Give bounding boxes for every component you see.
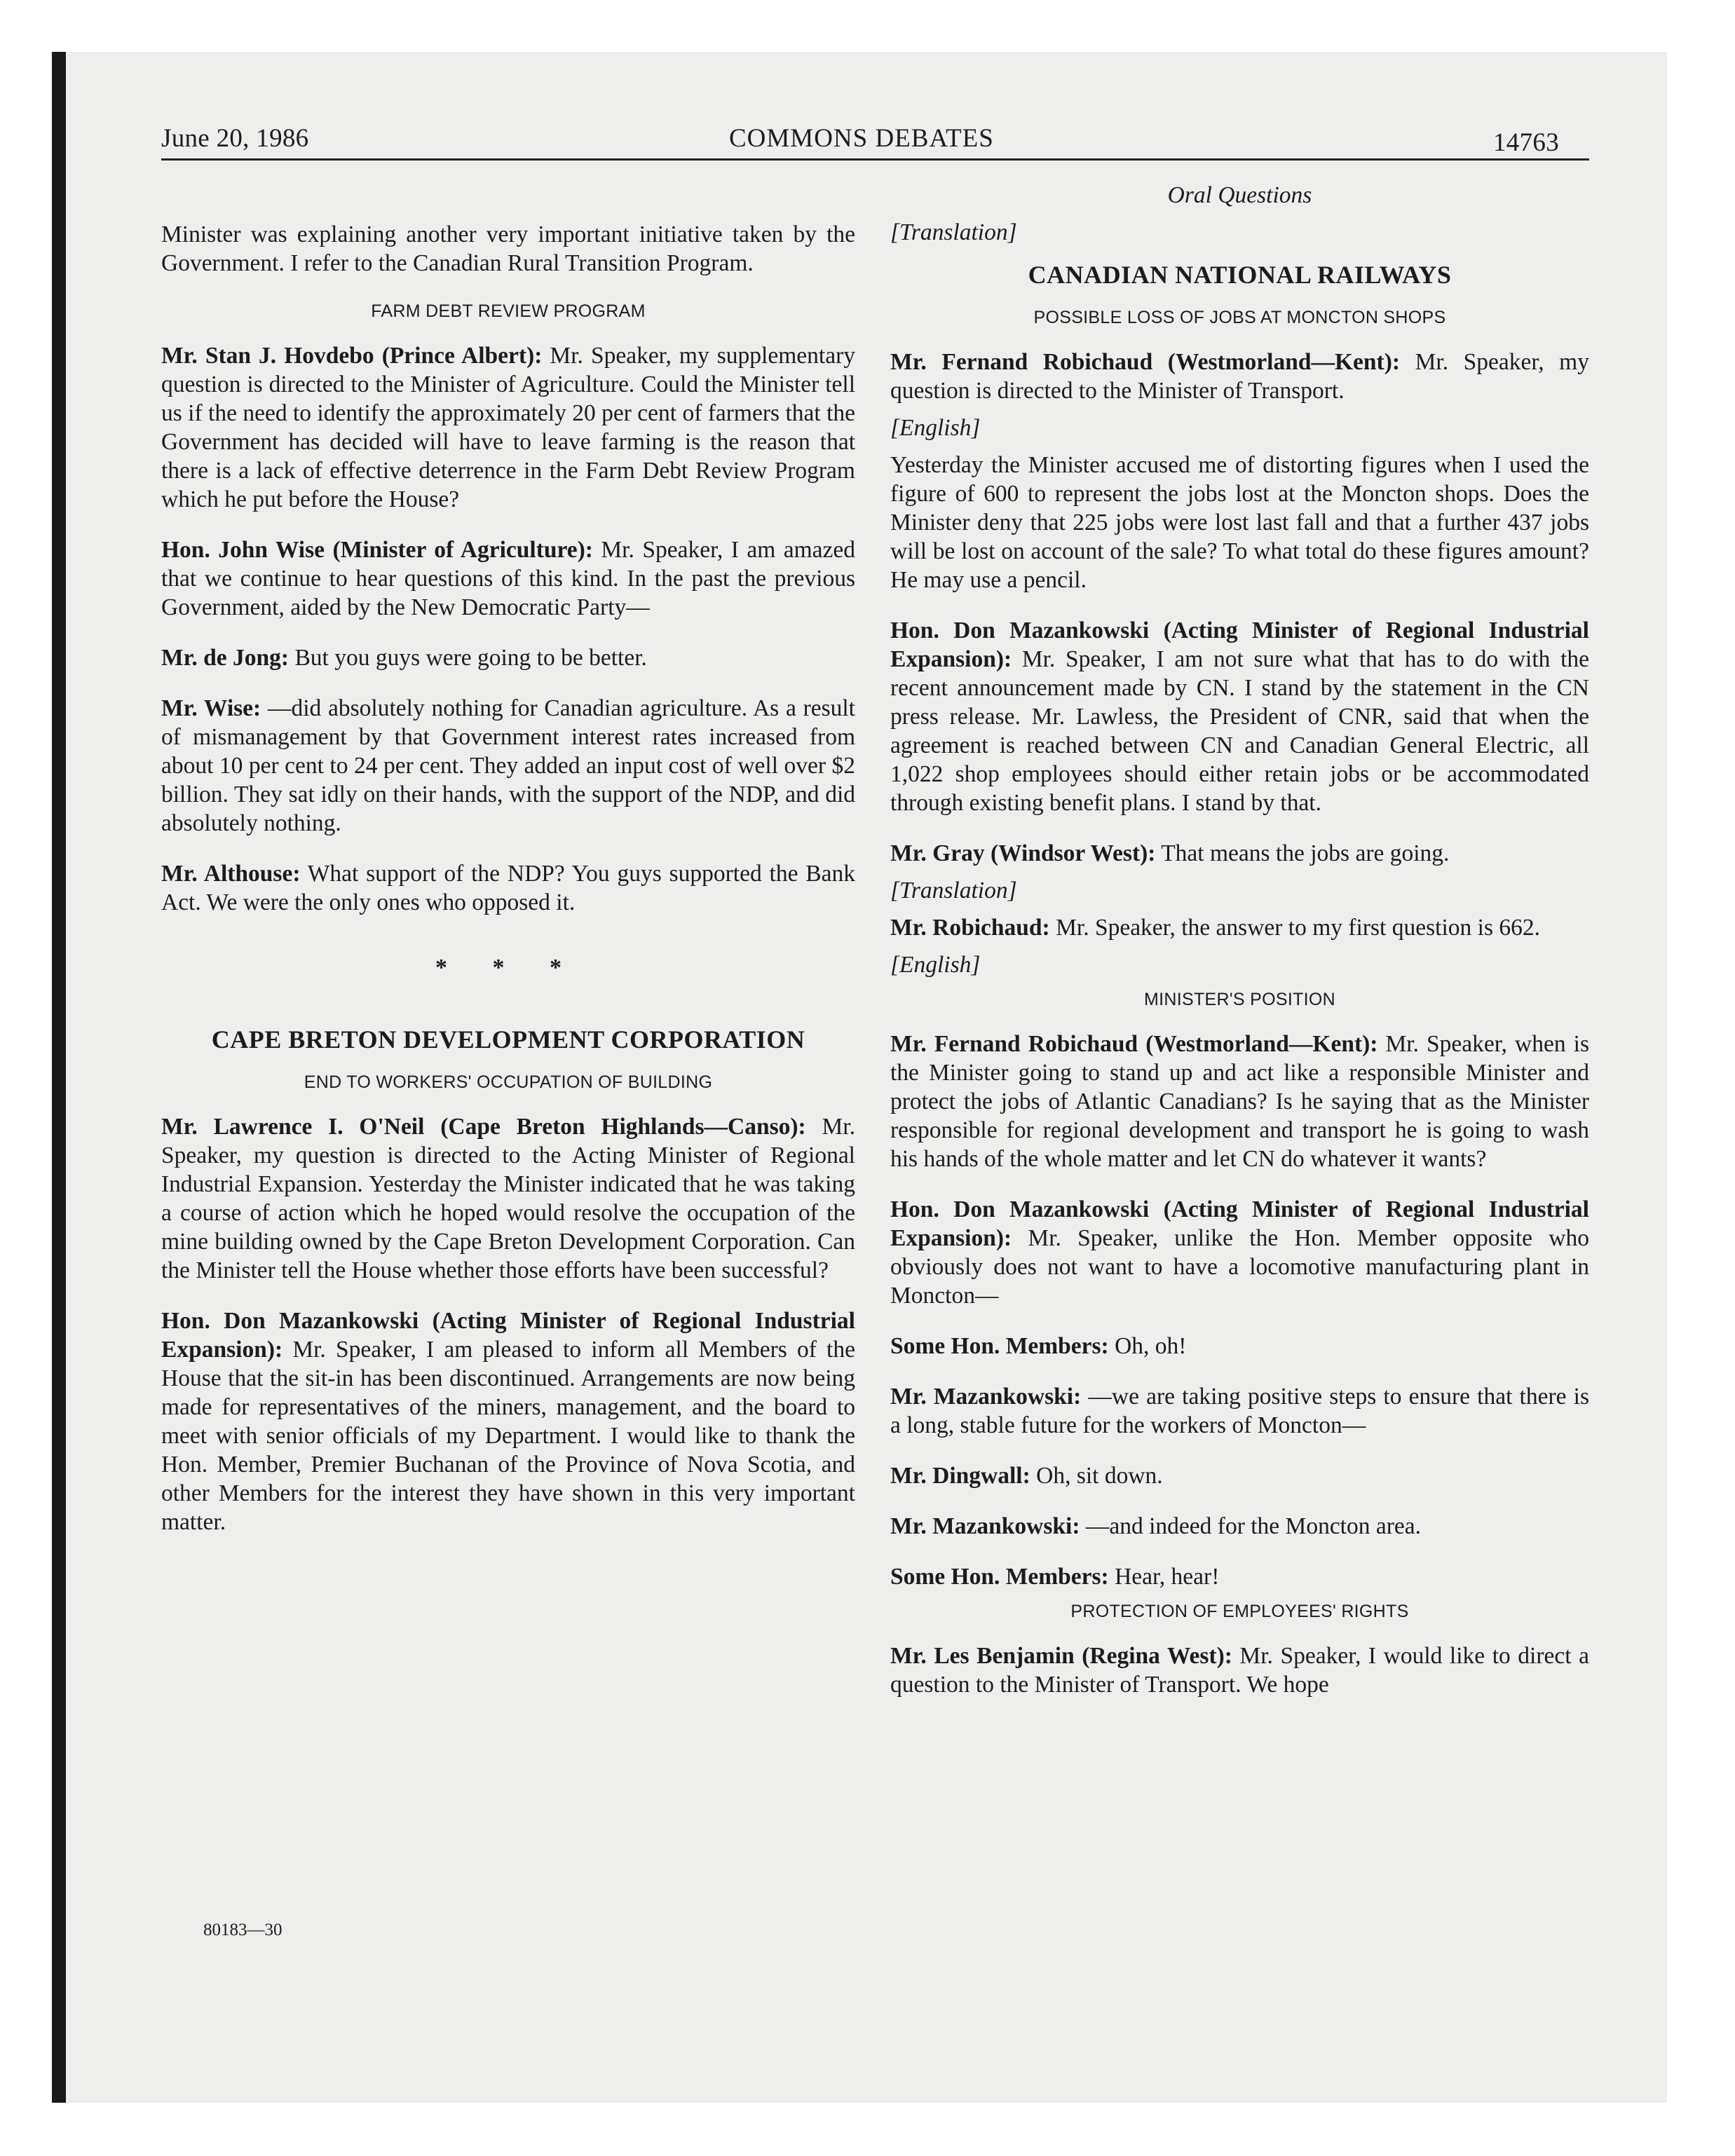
- subheading: FARM DEBT REVIEW PROGRAM: [371, 301, 646, 321]
- binding-edge: [52, 52, 66, 2103]
- print-code: 80183—30: [203, 1920, 283, 1939]
- speaker: Mr. Dingwall:: [890, 1463, 1030, 1489]
- right-column: [890, 181, 1589, 1721]
- paragraph: Mr. Les Benjamin (Regina West): Mr. Speaker, I would like to direct a question to the Minister of Transport. We hope: [890, 1643, 1589, 1698]
- speaker: Some Hon. Members:: [890, 1333, 1109, 1359]
- speaker: Hon. Don Mazankowski (Acting Minister of Regional Industrial Expansion):: [161, 1308, 855, 1363]
- speaker: Mr. Robichaud:: [890, 915, 1050, 941]
- speaker: Mr. Althouse:: [161, 861, 301, 887]
- paragraph: Hon. Don Mazankowski (Acting Minister of Regional Industrial Expansion): Mr. Speaker, I am pleased to inform all Members of the House that the sit-in has been discontinued. Arrangements are now being made for representatives of the miners, management, and the board to meet with senior officials of my Department. I would like to thank the Hon. Member, Premier Buchanan of the Province of Nova Scotia, and other Members for the interest they have shown in this very important matter.: [161, 1308, 855, 1535]
- header-date: June 20, 1986: [161, 124, 309, 153]
- paragraph: Mr. Robichaud: Mr. Speaker, the answer to my first question is 662.: [890, 915, 1540, 941]
- paragraph: Hon. Don Mazankowski (Acting Minister of Regional Industrial Expansion): Mr. Speaker, unlike the Hon. Member opposite who obviously does not want to have a locomotive manufacturing plant in Moncton—: [890, 1196, 1589, 1309]
- paragraph: Mr. de Jong: But you guys were going to be better.: [161, 645, 647, 671]
- speaker: Mr. Wise:: [161, 695, 261, 721]
- paragraph: Hon. John Wise (Minister of Agriculture): Mr. Speaker, I am amazed that we continue to hear questions of this kind. In the past the previous Government, aided by the New Democratic Party—: [161, 537, 855, 620]
- paragraph: Mr. Lawrence I. O'Neil (Cape Breton Highlands—Canso): Mr. Speaker, my question is directed to the Acting Minister of Regional Industrial Expansion. Yesterday the Minister indicated that he was taking a course of action which he hoped would resolve the occupation of the mine building owned by the Cape Breton Development Corporation. Can the Minister tell the House whether those efforts have been successful?: [161, 1114, 855, 1283]
- speaker: Mr. Les Benjamin (Regina West):: [890, 1643, 1232, 1669]
- paragraph: Mr. Mazankowski: —we are taking positive steps to ensure that there is a long, stable future for the workers of Moncton—: [890, 1384, 1589, 1438]
- paragraph: Some Hon. Members: Hear, hear!: [890, 1564, 1220, 1590]
- section-title: CAPE BRETON DEVELOPMENT CORPORATION: [211, 1025, 805, 1053]
- speaker: Mr. Fernand Robichaud (Westmorland—Kent):: [890, 1031, 1378, 1057]
- paragraph: Mr. Gray (Windsor West): That means the jobs are going.: [890, 840, 1450, 866]
- subheading: MINISTER'S POSITION: [1144, 990, 1335, 1009]
- section-separator: * * *: [435, 955, 581, 981]
- speaker: Hon. John Wise (Minister of Agriculture):: [161, 537, 593, 563]
- language-tag: [English]: [890, 415, 981, 441]
- paragraph: Mr. Mazankowski: —and indeed for the Moncton area.: [890, 1513, 1422, 1539]
- header-title: COMMONS DEBATES: [729, 124, 994, 153]
- speaker: Some Hon. Members:: [890, 1564, 1109, 1590]
- subheading: END TO WORKERS' OCCUPATION OF BUILDING: [304, 1072, 713, 1092]
- paragraph: Minister was explaining another very important initiative taken by the Government. I refer to the Canadian Rural Transition Program.: [161, 221, 855, 276]
- paragraph: Mr. Wise: —did absolutely nothing for Canadian agriculture. As a result of mismanagement by that Government interest rates increased from about 10 per cent to 24 per cent. They added an input cost of well over $2 billion. They sat idly on their hands, with the support of the NDP, and did absolutely nothing.: [161, 695, 855, 836]
- running-subhead: Oral Questions: [1167, 182, 1312, 208]
- paragraph: Mr. Fernand Robichaud (Westmorland—Kent): Mr. Speaker, my question is directed to the Minister of Transport.: [890, 349, 1589, 404]
- paragraph: Yesterday the Minister accused me of distorting figures when I used the figure of 600 to represent the jobs lost at the Moncton shops. Does the Minister deny that 225 jobs were lost last fall and that a further 437 jobs will be lost on account of the sale? To what total do these figures amount? He may use a pencil.: [890, 452, 1589, 593]
- speaker: Mr. Fernand Robichaud (Westmorland—Kent):: [890, 349, 1401, 375]
- speaker: Mr. Stan J. Hovdebo (Prince Albert):: [161, 343, 543, 369]
- speaker: Mr. Mazankowski:: [890, 1384, 1082, 1410]
- paragraph: Some Hon. Members: Oh, oh!: [890, 1333, 1187, 1359]
- header-rule: [161, 158, 1589, 161]
- header-page-number: 14763: [1493, 128, 1559, 157]
- paragraph: Hon. Don Mazankowski (Acting Minister of Regional Industrial Expansion): Mr. Speaker, I am not sure what that has to do with the recent announcement made by CN. I stand by the statement in the CN press release. Mr. Lawless, the President of CNR, said that when the agreement is reached between CN and Canadian General Electric, all 1,022 shop employees should either retain jobs or be accommodated through existing benefit plans. I stand by that.: [890, 618, 1589, 816]
- speaker: Hon. Don Mazankowski (Acting Minister of Regional Industrial Expansion):: [890, 1196, 1589, 1251]
- paragraph: Mr. Fernand Robichaud (Westmorland—Kent): Mr. Speaker, when is the Minister going to stand up and act like a responsible Minister and protect the jobs of Atlantic Canadians? Is he saying that as the Minister responsible for regional development and transport he is going to wash his hands of the whole matter and let CN do whatever it wants?: [890, 1031, 1589, 1172]
- speaker: Mr. de Jong:: [161, 645, 290, 671]
- speaker: Mr. Lawrence I. O'Neil (Cape Breton Highlands—Canso):: [161, 1114, 806, 1140]
- paragraph: Mr. Althouse: What support of the NDP? You guys supported the Bank Act. We were the only ones who opposed it.: [161, 861, 855, 915]
- paragraph: Mr. Stan J. Hovdebo (Prince Albert): Mr. Speaker, my supplementary question is directed to the Minister of Agriculture. Could the Minister tell us if the need to identify the approximately 20 per cent of farmers that the Government has decided will have to leave farming is the reason that there is a lack of effective deterrence in the Farm Debt Review Program which he put before the House?: [161, 343, 855, 512]
- speaker: Hon. Don Mazankowski (Acting Minister of Regional Industrial Expansion):: [890, 618, 1589, 672]
- language-tag: [English]: [890, 952, 981, 978]
- paragraph: Mr. Dingwall: Oh, sit down.: [890, 1463, 1163, 1489]
- left-column: [161, 220, 855, 1558]
- language-tag: [Translation]: [890, 219, 1017, 245]
- subheading: PROTECTION OF EMPLOYEES' RIGHTS: [1070, 1602, 1409, 1621]
- language-tag: [Translation]: [890, 878, 1017, 903]
- speaker: Mr. Gray (Windsor West):: [890, 840, 1156, 866]
- subheading: POSSIBLE LOSS OF JOBS AT MONCTON SHOPS: [1033, 308, 1446, 327]
- section-title: CANADIAN NATIONAL RAILWAYS: [1028, 261, 1452, 289]
- speaker: Mr. Mazankowski:: [890, 1513, 1080, 1539]
